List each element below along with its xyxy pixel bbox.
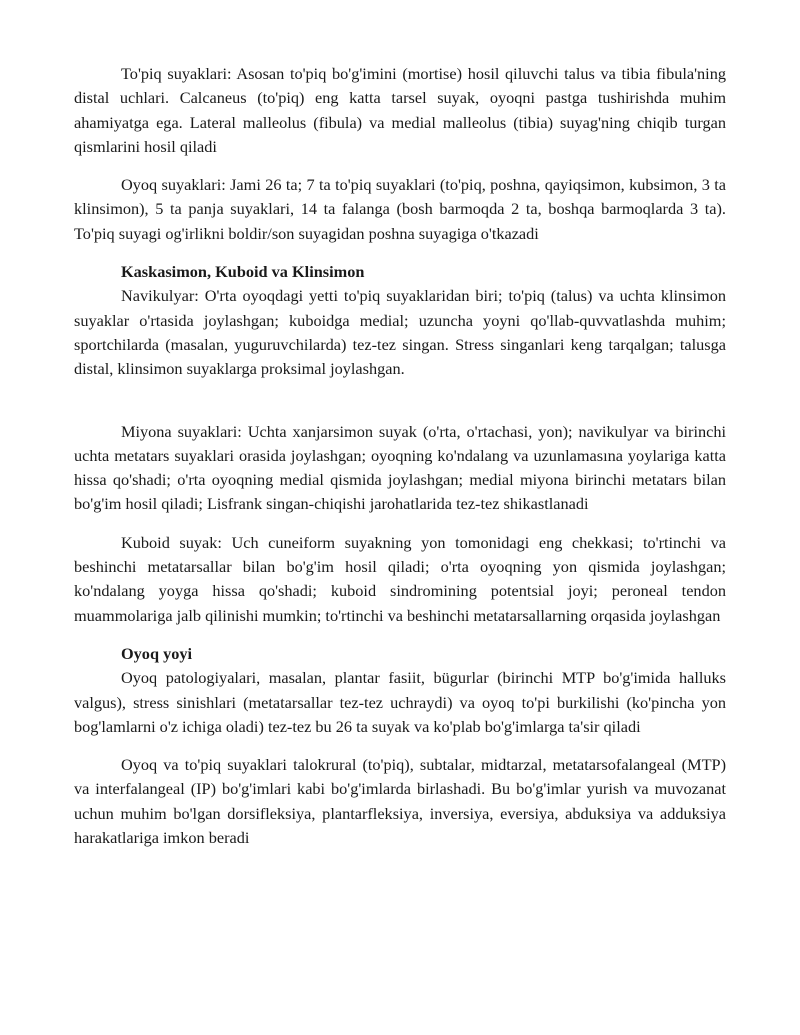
paragraph-ankle-bones: To'piq suyaklari: Asosan to'piq bo'g'imini (mortise) hosil qiluvchi talus va tibia fibula'ning distal uchlari. Calcaneus (to'piq) eng katta tarsel suyak, oyoqni pastga tushirishda muhim ahamiyatga ega. Lateral malleolus (fibula) va medial malleolus (tibia) suyag'ning chiqib turgan qismlarini hosil qiladi xyxy=(74,64,726,156)
spacer xyxy=(74,159,726,173)
document-page xyxy=(74,62,726,850)
spacer xyxy=(74,739,726,753)
paragraph-cuneiform: Miyona suyaklari: Uchta xanjarsimon suyak (o'rta, o'rtachasi, yon); navikulyar va birinchi uchta metatars suyaklari orasida joylashgan; oyoqning ko'ndalang va uzunlamasına yoylariga katta hissa qo'shadi; o'rta oyoqning medial qismida joylashgan; medial miyona birinchi metatars bilan bo'g'im hosil qiladi; Lisfrank singan-chiqishi jarohatlarida tez-tez shikastlanadi xyxy=(74,421,726,514)
spacer xyxy=(74,382,726,420)
heading-navicular-cuboid-cuneiform: Kaskasimon, Kuboid va Klinsimon xyxy=(121,262,365,282)
paragraph-foot-bones: Oyoq suyaklari: Jami 26 ta; 7 ta to'piq suyaklari (to'piq, poshna, qayiqsimon, kubsimon, 3 ta klinsimon), 5 ta panja suyaklari, 14 ta falanga (bosh barmoqda 2 ta, boshqa barmoqlarda 3 ta). To'piq suyagi og'irlikni boldir/son suyagidan poshna suyagiga o'tkazadi xyxy=(74,175,726,243)
paragraph-foot-pathologies: Oyoq patologiyalari, masalan, plantar fasiit, bügurlar (birinchi MTP bo'g'imida halluks valgus), stress sinishlari (metatarsallar tez-tez uchraydi) va oyoq to'pi burkilishi (ko'pincha yon bog'lamlarni o'z ichiga oladi) tez-tez bu 26 ta suyak va ko'plab bo'g'imlarga ta'sir qiladi xyxy=(74,668,726,736)
paragraph-navicular: Navikulyar: O'rta oyoqdagi yetti to'piq suyaklaridan biri; to'piq (talus) va uchta klinsimon suyaklar o'rtasida joylashgan; kuboidga medial; uzuncha yoyni qo'llab-quvvatlashda muhim; sportchilarda (masalan, yuguruvchilarda) tez-tez singan. Stress singanlari keng tarqalgan; talusga distal, klinsimon suyaklarga proksimal joylashgan. xyxy=(74,286,726,379)
heading-foot-arch: Oyoq yoyi xyxy=(121,643,193,663)
spacer xyxy=(74,628,726,642)
spacer xyxy=(74,246,726,260)
paragraph-cuboid: Kuboid suyak: Uch cuneiform suyakning yon tomonidagi eng chekkasi; to'rtinchi va beshinchi metatarsallar bilan bo'g'im hosil qiladi; o'rta oyoqning yon qismida joylashgan; ko'ndalang yoyga hissa qo'shadi; kuboid sindromining potentsial joyi; peroneal tendon muammolariga jalb qilinishi mumkin; to'rtinchi va beshinchi metatarsallarning orqasida joylashgan xyxy=(74,532,726,625)
spacer xyxy=(74,517,726,531)
paragraph-joints: Oyoq va to'piq suyaklari talokrural (to'piq), subtalar, midtarzal, metatarsofalangeal (MTP) va interfalangeal (IP) bo'g'imlari kabi bo'g'imlarda birlashadi. Bu bo'g'imlar yurish va muvozanat uchun muhim bo'lgan dorsifleksiya, plantarfleksiya, inversiya, eversiya, abduksiya va adduksiya harakatlariga imkon beradi xyxy=(74,755,726,848)
